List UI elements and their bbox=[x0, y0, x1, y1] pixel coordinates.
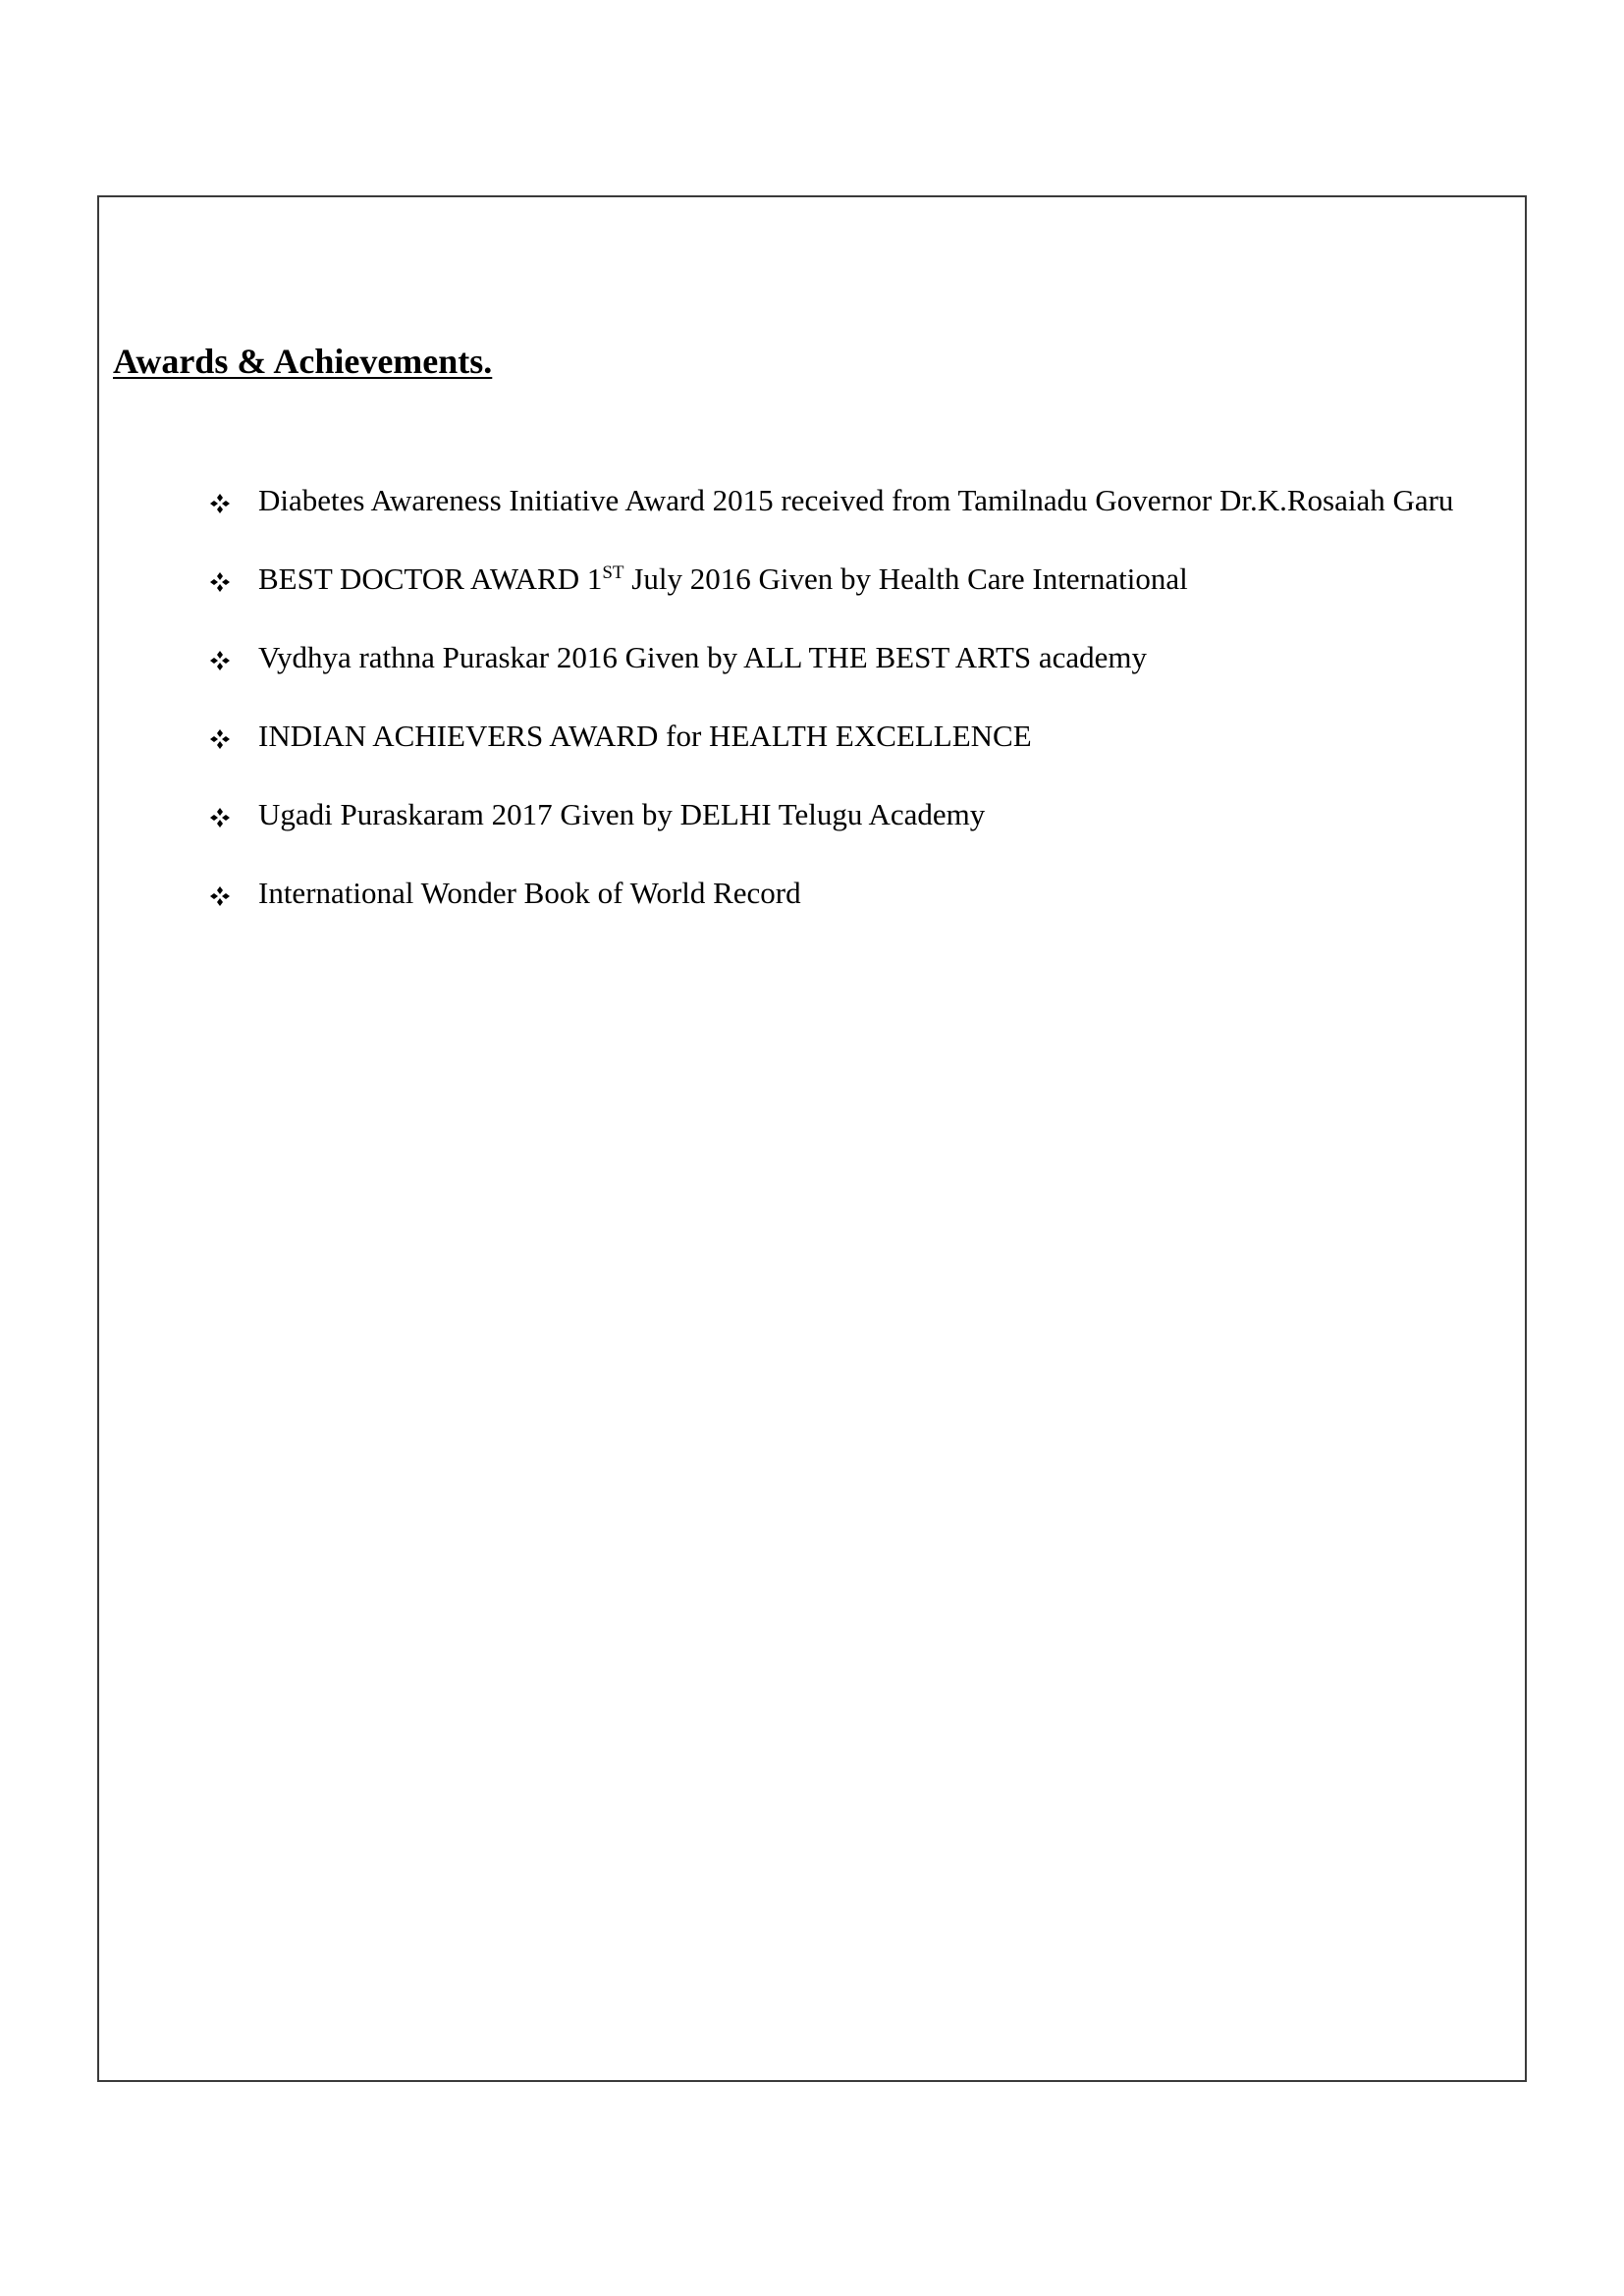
award-text bbox=[258, 561, 1188, 596]
diamond-cluster-bullet-icon bbox=[209, 728, 231, 750]
award-item bbox=[209, 795, 1505, 834]
ordinal-superscript: ST bbox=[602, 562, 624, 583]
diamond-cluster-bullet-icon bbox=[209, 885, 231, 907]
page-border-frame bbox=[97, 195, 1527, 2082]
award-item bbox=[209, 560, 1505, 599]
award-item bbox=[209, 874, 1505, 913]
diamond-cluster-bullet-icon bbox=[209, 650, 231, 671]
award-item bbox=[209, 481, 1505, 520]
award-text-after: July 2016 Given by Health Care International bbox=[623, 561, 1188, 596]
award-text: INDIAN ACHIEVERS AWARD for HEALTH EXCELLENCE bbox=[258, 719, 1032, 753]
award-text: International Wonder Book of World Record bbox=[258, 876, 801, 910]
awards-heading: Awards & Achievements. bbox=[113, 342, 493, 381]
award-item bbox=[209, 638, 1505, 677]
awards-list bbox=[209, 481, 1505, 952]
diamond-cluster-bullet-icon bbox=[209, 493, 231, 514]
award-text: Diabetes Awareness Initiative Award 2015 received from Tamilnadu Governor Dr.K.Rosaiah Garu bbox=[258, 483, 1454, 517]
award-item bbox=[209, 717, 1505, 756]
award-text: Vydhya rathna Puraskar 2016 Given by ALL THE BEST ARTS academy bbox=[258, 640, 1148, 674]
award-text-before: BEST DOCTOR AWARD 1 bbox=[258, 561, 603, 596]
diamond-cluster-bullet-icon bbox=[209, 807, 231, 828]
diamond-cluster-bullet-icon bbox=[209, 571, 231, 593]
award-text: Ugadi Puraskaram 2017 Given by DELHI Telugu Academy bbox=[258, 797, 986, 831]
